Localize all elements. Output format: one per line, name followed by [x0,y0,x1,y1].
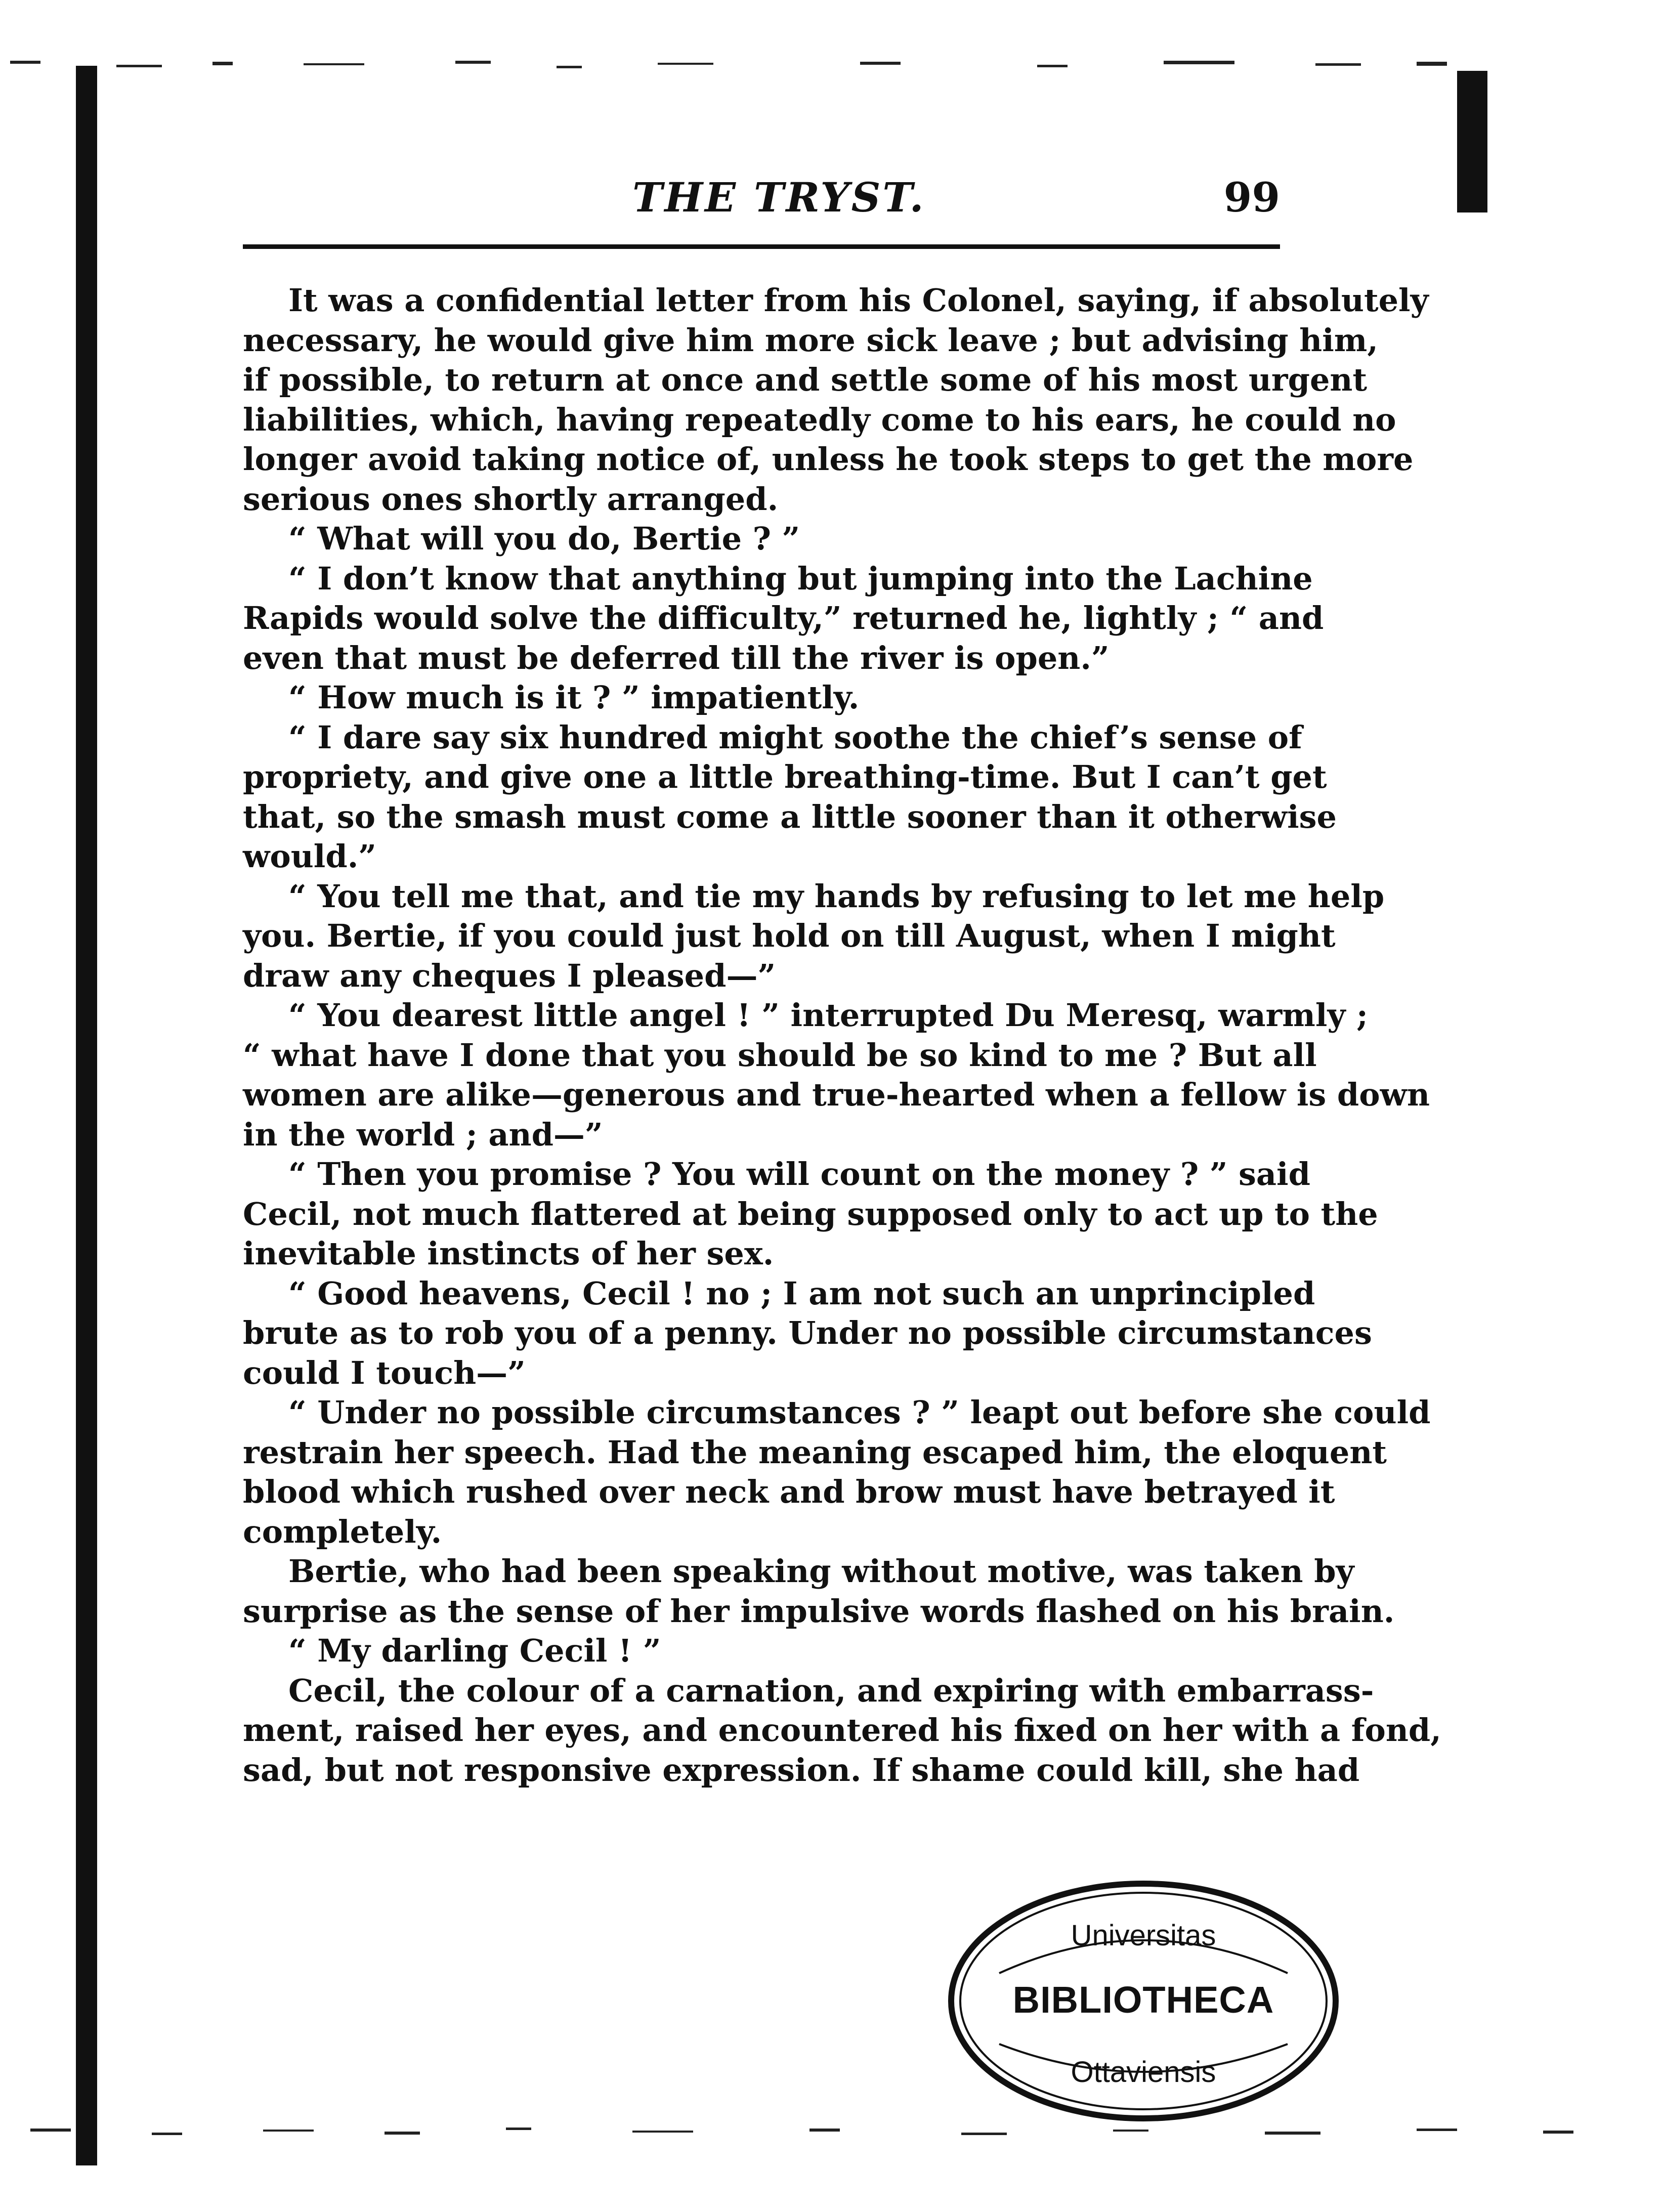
text-line: liabilities, which, having repeatedly come to his ears, he could no [243,401,1396,438]
text-line: necessary, he would give him more sick leave ; but advising him, [243,321,1378,359]
text-line: brute as to rob you of a penny. Under no possible circumstances [243,1314,1372,1351]
text-line: if possible, to return at once and settle some of his most urgent [243,361,1368,398]
text-line: “ Good heavens, Cecil ! no ; I am not such an unprincipled [288,1274,1315,1312]
text-line: inevitable instincts of her sex. [243,1235,774,1272]
text-line: in the world ; and—” [243,1116,603,1153]
text-line: could I touch—” [243,1354,526,1391]
text-line: “ I dare say six hundred might soothe the chief’s sense of [288,718,1302,756]
book-spine-shadow [76,66,97,2165]
text-line: longer avoid taking notice of, unless he took steps to get the more [243,441,1414,478]
stamp-title: BIBLIOTHECA [1012,1979,1274,2021]
text-line: “ Under no possible circumstances ? ” leapt out before she could [288,1394,1431,1431]
page-edge-shadow [1457,71,1487,212]
text-line: restrain her speech. Had the meaning escaped him, the eloquent [243,1433,1387,1471]
text-line: blood which rushed over neck and brow must have betrayed it [243,1473,1335,1510]
text-line: “ You tell me that, and tie my hands by refusing to let me help [288,877,1385,915]
header-rule [243,244,1280,249]
text-line: surprise as the sense of her impulsive words flashed on his brain. [243,1592,1395,1630]
text-line: draw any cheques I pleased—” [243,957,776,994]
text-line: completely. [243,1513,442,1550]
page-number: 99 [1223,174,1280,221]
running-title: THE TRYST. [632,174,926,221]
library-stamp [944,1877,1343,2125]
stamp-bottom-text: Ottaviensis [1071,2056,1216,2089]
running-header [243,167,1280,228]
text-line: “ My darling Cecil ! ” [288,1632,661,1669]
body-text [243,281,1441,1790]
text-line: ment, raised her eyes, and encountered his fixed on her with a fond, [243,1712,1441,1749]
text-line: “ I don’t know that anything but jumping into the Lachine [288,560,1313,597]
text-line: serious ones shortly arranged. [243,480,779,518]
text-line: “ Then you promise ? You will count on the money ? ” said [288,1156,1310,1193]
text-line: “ You dearest little angel ! ” interrupted Du Meresq, warmly ; [288,997,1368,1034]
text-line: Cecil, not much flattered at being supposed only to act up to the [243,1195,1378,1232]
text-line: Rapids would solve the difficulty,” returned he, lightly ; “ and [243,600,1324,636]
text-line: Cecil, the colour of a carnation, and expiring with embarrass- [288,1672,1374,1709]
text-line: Bertie, who had been speaking without motive, was taken by [288,1553,1354,1590]
text-line: It was a confidential letter from his Colonel, saying, if absolutely [288,282,1429,319]
text-line: “ What will you do, Bertie ? ” [288,520,800,557]
scan-noise-top [0,56,1663,76]
text-line: that, so the smash must come a little sooner than it otherwise [243,798,1337,835]
text-line: “ what have I done that you should be so kind to me ? But all [243,1036,1317,1074]
text-line: sad, but not responsive expression. If shame could kill, she had [243,1751,1360,1789]
scan-noise-bottom [0,2122,1663,2143]
text-line: “ How much is it ? ” impatiently. [288,679,860,716]
text-line: women are alike—generous and true-hearted when a fellow is down [243,1076,1430,1113]
text-line: even that must be deferred till the river is open.” [243,639,1110,676]
text-line: would.” [243,838,376,875]
stamp-top-text: Universitas [1071,1919,1216,1952]
text-line: propriety, and give one a little breathing-time. But I can’t get [243,758,1327,795]
text-line: you. Bertie, if you could just hold on till August, when I might [243,917,1336,954]
